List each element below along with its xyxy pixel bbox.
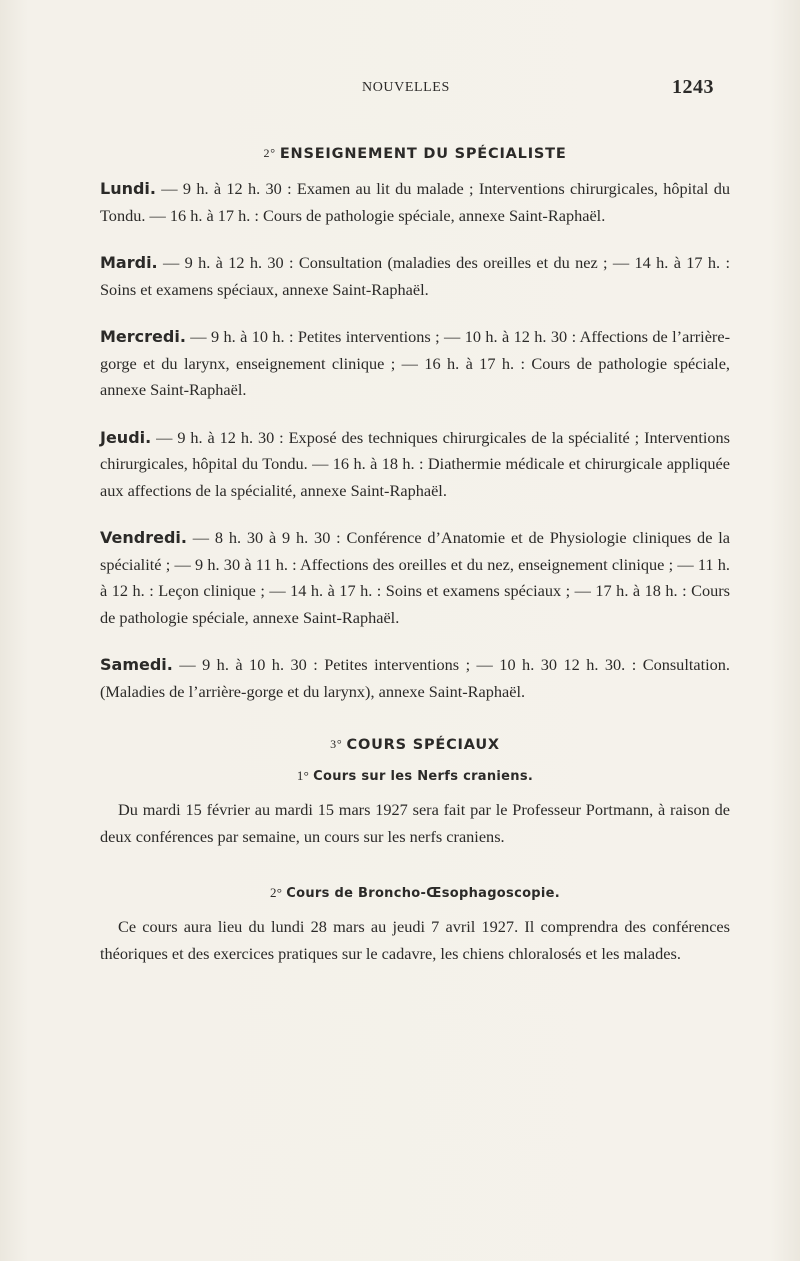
schedule-samedi — [100, 652, 730, 705]
page-content — [100, 140, 730, 967]
course-number: 1° — [296, 768, 310, 783]
course-heading-nerfs-craniens — [100, 759, 730, 793]
schedule-vendredi — [100, 525, 730, 631]
course-description-broncho-oesophagoscopie: Ce cours aura lieu du lundi 28 mars au jeudi 7 avril 1927. Il comprendra des conférences théoriques et des exercices pratiques sur le cadavre, les chiens chloralosés et les malades. — [100, 917, 730, 963]
course-number: 2° — [269, 885, 283, 900]
day-name: Mercredi. — [100, 327, 186, 346]
running-title: NOUVELLES — [362, 80, 450, 95]
schedule-lundi — [100, 176, 730, 229]
day-name: Vendredi. — [100, 528, 187, 547]
section-title: COURS SPÉCIAUX — [346, 737, 500, 753]
schedule-mardi — [100, 250, 730, 303]
course-heading-broncho-oesophagoscopie — [100, 876, 730, 910]
course-description-nerfs-craniens: Du mardi 15 février au mardi 15 mars 1927 sera fait par le Professeur Portmann, à raison de deux conférences par semaine, un cours sur les nerfs craniens. — [100, 800, 730, 846]
day-name: Mardi. — [100, 253, 158, 272]
day-schedule-text: — 9 h. à 10 h. 30 : Petites interventions ; — 10 h. 30 12 h. 30. : Consultation. (Maladies de l’arrière-gorge et du larynx), annexe Saint-Raphaël. — [100, 655, 730, 701]
section-number: 2° — [263, 146, 276, 160]
day-name: Samedi. — [100, 655, 173, 674]
day-schedule-text: — 8 h. 30 à 9 h. 30 : Conférence d’Anatomie et de Physiologie cliniques de la spécialité ; — 9 h. 30 à 11 h. : Affections des oreilles et du nez, enseignement clinique ; — 11 h. à 12 h. : Leçon clinique ; — 14 h. à 17 h. : Soins et examens spéciaux ; — 17 h. à 18 h. : Cours de pathologie spéciale, annexe Saint-Raphaël. — [100, 528, 730, 627]
course-title: Cours sur les Nerfs craniens. — [313, 769, 534, 784]
day-schedule-text: — 9 h. à 10 h. : Petites interventions ; — 10 h. à 12 h. 30 : Affections de l’arrière-gorge et du larynx, enseignement clinique ; — 16 h. à 17 h. : Cours de pathologie spéciale, annexe Saint-Raphaël. — [100, 327, 730, 399]
course-title: Cours de Broncho-Œsophagoscopie. — [286, 886, 561, 901]
day-name: Jeudi. — [100, 427, 152, 447]
day-name: Lundi. — [100, 179, 156, 198]
section-title: ENSEIGNEMENT DU SPÉCIALISTE — [279, 146, 567, 162]
day-schedule-text: — 9 h. à 12 h. 30 : Exposé des techniques chirurgicales de la spécialité ; Interventions chirurgicales, hôpital du Tondu. — 16 h. à 18 h. : Diathermie médicale et chirurgicale appliquée aux affections de la spécialité, annexe Saint-Raphaël. — [100, 427, 730, 500]
day-schedule-text: — 9 h. à 12 h. 30 : Examen au lit du malade ; Interventions chirurgicales, hôpital du Tondu. — 16 h. à 17 h. : Cours de pathologie spéciale, annexe Saint-Raphaël. — [100, 179, 730, 225]
page-number: 1243 — [672, 76, 714, 98]
section-number: 3° — [330, 737, 343, 751]
day-schedule-text: — 9 h. à 12 h. 30 : Consultation (maladies des oreilles et du nez ; — 14 h. à 17 h. : Soins et examens spéciaux, annexe Saint-Raphaël. — [100, 253, 730, 299]
schedule-jeudi — [100, 425, 730, 505]
section-heading-enseignement — [100, 140, 730, 168]
page-header — [0, 78, 800, 102]
schedule-mercredi — [100, 324, 730, 404]
section-heading-cours-speciaux — [100, 731, 730, 759]
